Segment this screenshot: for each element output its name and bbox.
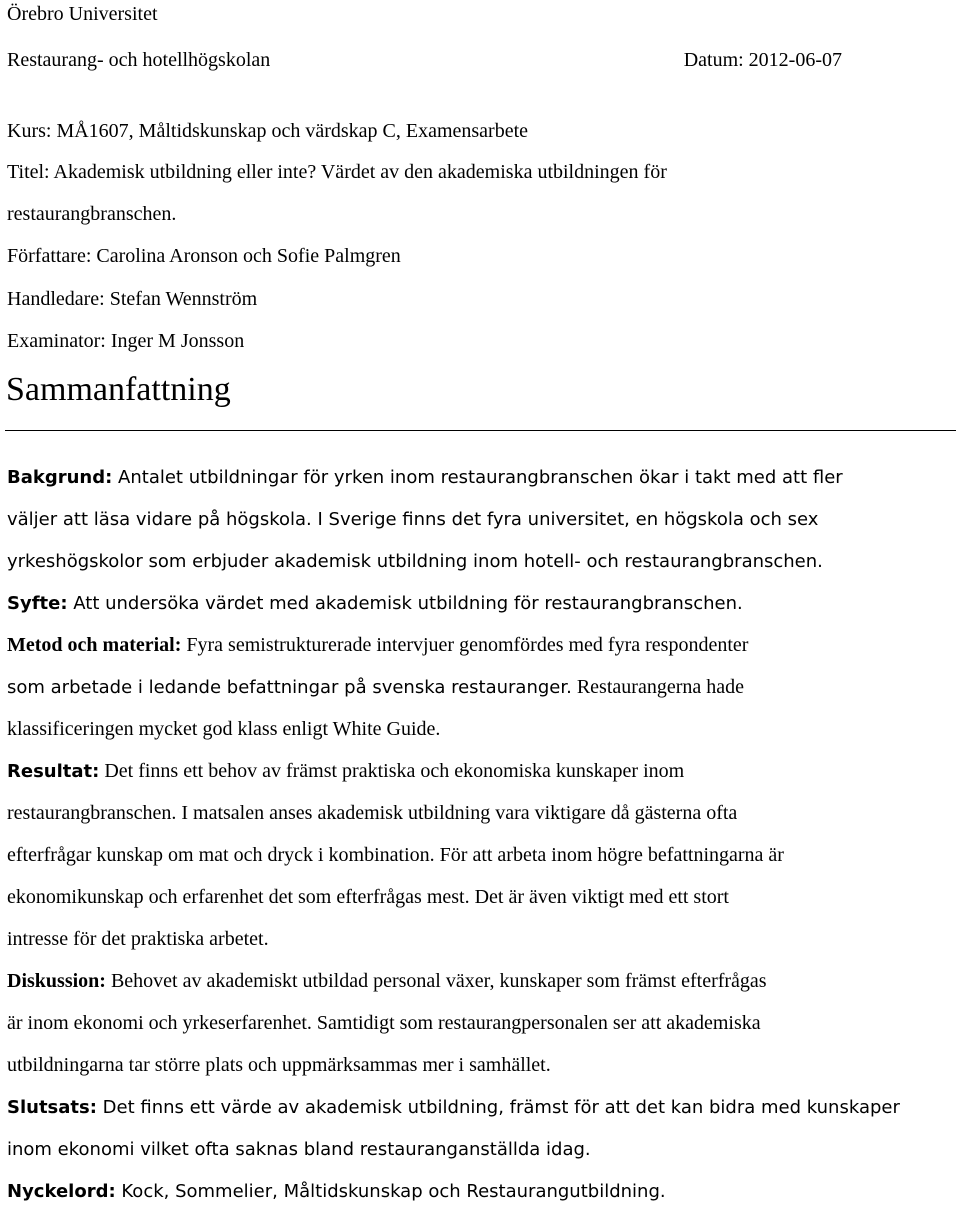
slutsats-label: Slutsats: xyxy=(7,1097,97,1118)
school-name: Restaurang- och hotellhögskolan xyxy=(7,49,271,71)
bakgrund-paragraph-line-1 xyxy=(7,464,843,491)
resultat-paragraph-line-5 xyxy=(7,926,269,952)
resultat-paragraph-line-3 xyxy=(7,842,784,868)
authors-line: Författare: Carolina Aronson och Sofie Palmgren xyxy=(7,245,401,267)
resultat-text: Det är även viktigt med ett stort xyxy=(469,886,729,908)
resultat-text: För att arbeta inom högre befattningarna är xyxy=(434,844,784,866)
diskussion-paragraph-line-3 xyxy=(7,1052,551,1078)
resultat-paragraph-line-4 xyxy=(7,884,729,910)
diskussion-paragraph-line-1 xyxy=(7,968,767,994)
syfte-text: Att undersöka värdet med akademisk utbildning för restaurangbranschen. xyxy=(67,593,743,614)
metod-paragraph-line-3 xyxy=(7,716,440,742)
document-date: Datum: 2012-06-07 xyxy=(683,49,842,71)
resultat-text: restaurangbranschen. xyxy=(7,802,177,824)
resultat-text: Det finns ett behov av främst praktiska och ekonomiska kunskaper inom xyxy=(99,760,685,782)
resultat-text: intresse för det praktiska arbetet. xyxy=(7,928,269,950)
bakgrund-paragraph-line-2 xyxy=(7,506,818,533)
section-heading: Sammanfattning xyxy=(6,371,231,408)
diskussion-text: Samtidigt som restaurangpersonalen ser att akademiska xyxy=(311,1012,761,1034)
metod-label: Metod och material: xyxy=(7,634,182,656)
bakgrund-label: Bakgrund: xyxy=(7,467,113,488)
bakgrund-paragraph-line-3 xyxy=(7,548,823,575)
heading-divider xyxy=(5,430,956,431)
bakgrund-text: yrkeshögskolor som erbjuder akademisk utbildning inom hotell- och restaurangbranschen. xyxy=(7,551,823,572)
resultat-label: Resultat: xyxy=(7,761,100,782)
diskussion-text: Behovet av akademiskt utbildad personal växer, kunskaper som främst efterfrågas xyxy=(105,970,767,992)
examiner-line: Examinator: Inger M Jonsson xyxy=(7,330,245,352)
bakgrund-text: I Sverige finns det fyra universitet, en högskola och sex xyxy=(311,509,819,530)
resultat-paragraph-line-1 xyxy=(7,758,684,785)
diskussion-label: Diskussion: xyxy=(7,970,106,992)
slutsats-paragraph-line-2 xyxy=(7,1136,591,1163)
slutsats-text: inom ekonomi vilket ofta saknas bland restauranganställda idag. xyxy=(7,1139,591,1160)
resultat-text: ekonomikunskap och erfarenhet det som efterfrågas mest. xyxy=(7,886,470,908)
title-line-1: Titel: Akademisk utbildning eller inte? Värdet av den akademiska utbildningen för xyxy=(7,161,667,183)
bakgrund-text: Antalet utbildningar för yrken inom restaurangbranschen ökar i takt med att fler xyxy=(112,467,843,488)
course-line: Kurs: MÅ1607, Måltidskunskap och värdskap C, Examensarbete xyxy=(7,120,529,142)
metod-paragraph-line-2 xyxy=(7,674,744,701)
title-line-2: restaurangbranschen. xyxy=(7,203,177,225)
resultat-text: I matsalen anses akademisk utbildning vara viktigare då gästerna ofta xyxy=(176,802,738,824)
supervisor-line: Handledare: Stefan Wennström xyxy=(7,288,258,310)
metod-paragraph-line-1 xyxy=(7,632,748,658)
slutsats-paragraph-line-1 xyxy=(7,1094,900,1121)
diskussion-text: utbildningarna tar större plats och uppmärksammas mer i samhället. xyxy=(7,1054,551,1076)
slutsats-text: Det finns ett värde av akademisk utbildning, främst för att det kan bidra med kunskaper xyxy=(96,1097,900,1118)
bakgrund-text: väljer att läsa vidare på högskola. xyxy=(7,509,312,530)
metod-text: som arbetade i ledande befattningar på svenska restauranger. xyxy=(7,677,572,698)
diskussion-paragraph-line-2 xyxy=(7,1010,761,1036)
syfte-paragraph xyxy=(7,590,743,617)
diskussion-text: är inom ekonomi och yrkeserfarenhet. xyxy=(7,1012,312,1034)
nyckelord-label: Nyckelord: xyxy=(7,1181,116,1202)
metod-text: Restaurangerna hade xyxy=(571,676,744,698)
syfte-label: Syfte: xyxy=(7,593,68,614)
metod-text: klassificeringen mycket god klass enligt White Guide. xyxy=(7,718,441,740)
nyckelord-paragraph xyxy=(7,1178,666,1205)
resultat-paragraph-line-2 xyxy=(7,800,737,826)
university-name: Örebro Universitet xyxy=(7,3,158,25)
resultat-text: efterfrågar kunskap om mat och dryck i kombination. xyxy=(7,844,435,866)
metod-text: Fyra semistrukturerade intervjuer genomfördes med fyra respondenter xyxy=(181,634,749,656)
nyckelord-text: Kock, Sommelier, Måltidskunskap och Restaurangutbildning. xyxy=(115,1181,666,1202)
